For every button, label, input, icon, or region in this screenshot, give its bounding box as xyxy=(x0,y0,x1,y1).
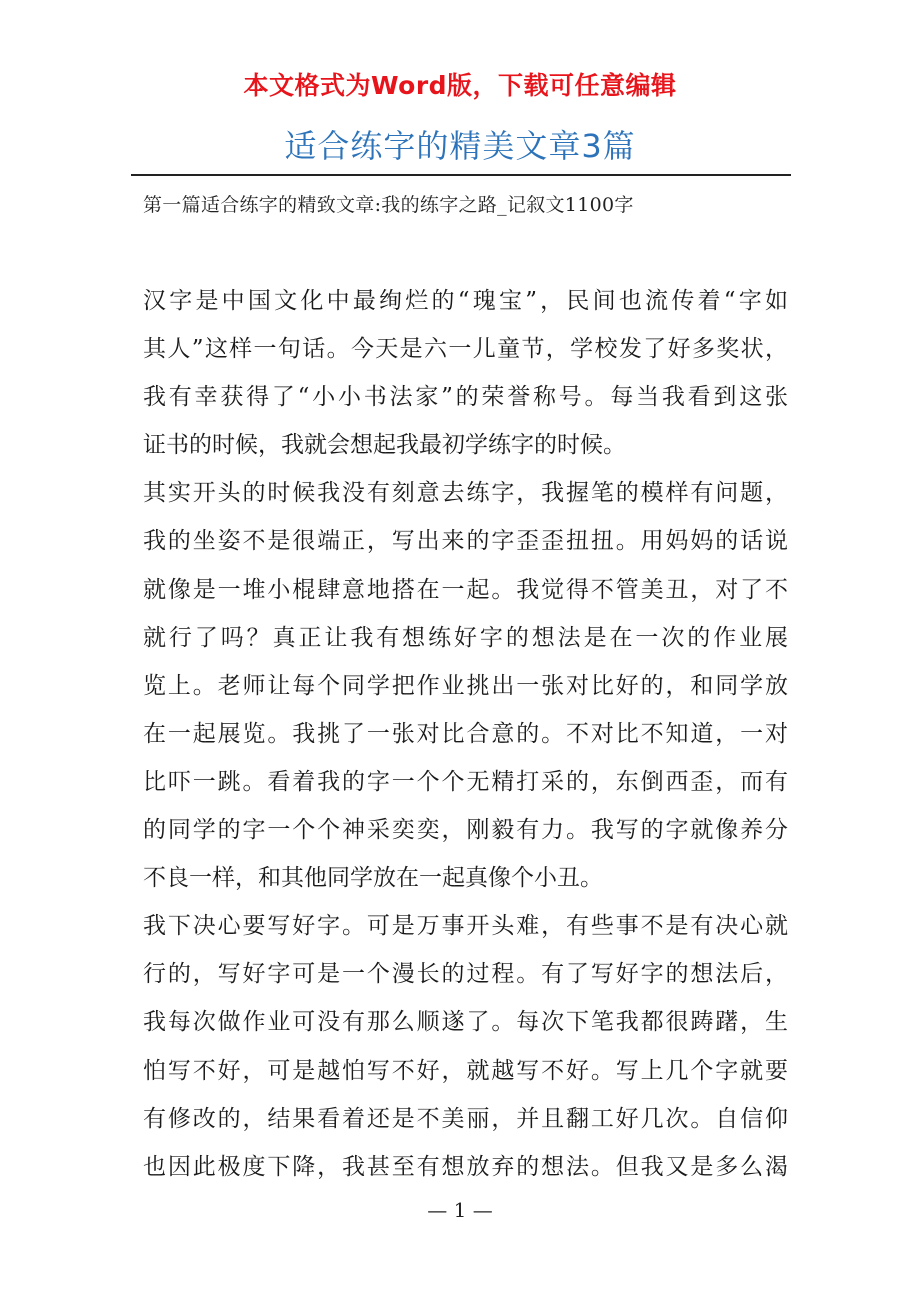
body-line: 的同学的字一个个神采奕奕，刚毅有力。我写的字就像养分 xyxy=(143,817,788,844)
body-line: 览上。老师让每个同学把作业挑出一张对比好的，和同学放 xyxy=(143,672,788,699)
body-line: 其实开头的时候我没有刻意去练字，我握笔的模样有问题， xyxy=(143,480,788,507)
body-line: 有修改的，结果看着还是不美丽，并且翻工好几次。自信仰 xyxy=(143,1105,788,1132)
article-subtitle: 第一篇适合练字的精致文章:我的练字之路_记叙文1100字 xyxy=(143,194,634,216)
body-line: 也因此极度下降，我甚至有想放弃的想法。但我又是多么渴 xyxy=(143,1153,788,1180)
document-title: 适合练字的精美文章3篇 xyxy=(284,127,636,165)
body-line: 我的坐姿不是很端正，写出来的字歪歪扭扭。用妈妈的话说 xyxy=(143,528,788,555)
body-line: 其人”这样一句话。今天是六一儿童节，学校发了好多奖状， xyxy=(143,336,788,363)
body-line: 行的，写好字可是一个漫长的过程。有了写好字的想法后， xyxy=(143,961,788,988)
page-number: — 1 — xyxy=(427,1198,493,1222)
body-line: 汉字是中国文化中最绚烂的“瑰宝”，民间也流传着“字如 xyxy=(143,288,788,314)
article-body xyxy=(143,277,788,1191)
body-line: 我下决心要写好字。可是万事开头难，有些事不是有决心就 xyxy=(143,913,788,940)
body-line: 就行了吗？真正让我有想练好字的想法是在一次的作业展 xyxy=(143,624,788,651)
body-line: 我每次做作业可没有那么顺遂了。每次下笔我都很踌躇，生 xyxy=(143,1009,788,1036)
format-banner: 本文格式为Word版，下载可任意编辑 xyxy=(243,71,677,100)
body-line: 证书的时候，我就会想起我最初学练字的时候。 xyxy=(143,432,626,459)
body-line: 在一起展览。我挑了一张对比合意的。不对比不知道，一对 xyxy=(143,720,788,747)
body-line: 我有幸获得了“小小书法家”的荣誉称号。每当我看到这张 xyxy=(143,384,788,411)
body-line: 不良一样，和其他同学放在一起真像个小丑。 xyxy=(143,865,603,892)
title-divider xyxy=(131,174,791,176)
body-line: 比吓一跳。看着我的字一个个无精打采的，东倒西歪，而有 xyxy=(143,768,788,795)
body-line: 就像是一堆小棍肆意地搭在一起。我觉得不管美丑，对了不 xyxy=(143,576,788,603)
body-line: 怕写不好，可是越怕写不好，就越写不好。写上几个字就要 xyxy=(143,1057,788,1084)
